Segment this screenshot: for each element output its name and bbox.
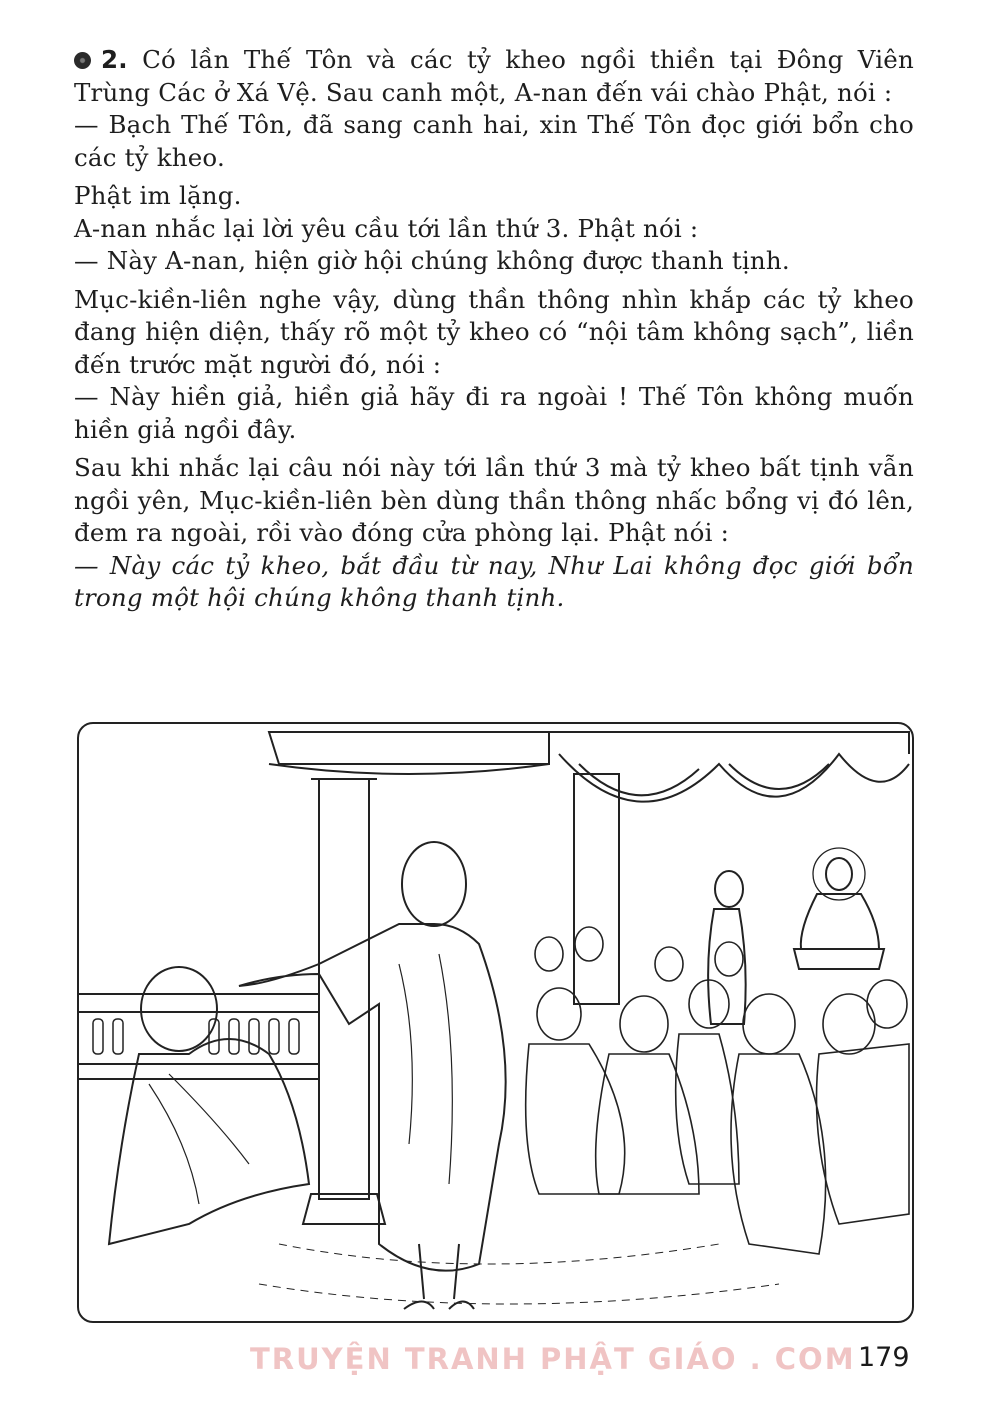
paragraph-3: Phật im lặng.: [74, 181, 242, 210]
illustration-frame: [77, 722, 914, 1323]
paragraph-8: Sau khi nhắc lại câu nói này tới lần thứ 3 mà tỷ kheo bất tịnh vẫn ngồi yên, Mục-kiền-liên bèn dùng thần thông nhấc bổng vị đó lên, đem ra ngoài, rồi vào đóng cửa phòng lại. Phật nói :: [74, 453, 914, 547]
paragraph-5: — Này A-nan, hiện giờ hội chúng không được thanh tịnh.: [74, 246, 790, 275]
section-number: 2.: [101, 45, 128, 74]
site-watermark: TRUYỆN TRANH PHẬT GIÁO . COM: [250, 1342, 856, 1376]
paragraph-2: — Bạch Thế Tôn, đã sang canh hai, xin Thế Tôn đọc giới bổn cho các tỷ kheo.: [74, 110, 914, 172]
paragraph-6: Mục-kiền-liên nghe vậy, dùng thần thông nhìn khắp các tỷ kheo đang hiện diện, thấy rõ một tỷ kheo có “nội tâm không sạch”, liền đến trước mặt người đó, nói :: [74, 284, 914, 379]
page-number: 179: [858, 1342, 910, 1373]
paragraph-1: 2. Có lần Thế Tôn và các tỷ kheo ngồi thiền tại Đông Viên Trùng Các ở Xá Vệ. Sau canh một, A-nan đến vái chào Phật, nói :: [74, 45, 914, 107]
paragraph-4: A-nan nhắc lại lời yêu cầu tới lần thứ 3. Phật nói :: [74, 213, 699, 243]
flower-bullet-icon: [74, 52, 91, 69]
monks-assembly-illustration: [79, 724, 912, 1321]
paragraph-7: — Này hiền giả, hiền giả hãy đi ra ngoài ! Thế Tôn không muốn hiền giả ngồi đây.: [74, 382, 914, 444]
story-text: [74, 44, 914, 615]
paragraph-9: — Này các tỷ kheo, bắt đầu từ nay, Như Lai không đọc giới bổn trong một hội chúng không thanh tịnh.: [74, 550, 914, 612]
